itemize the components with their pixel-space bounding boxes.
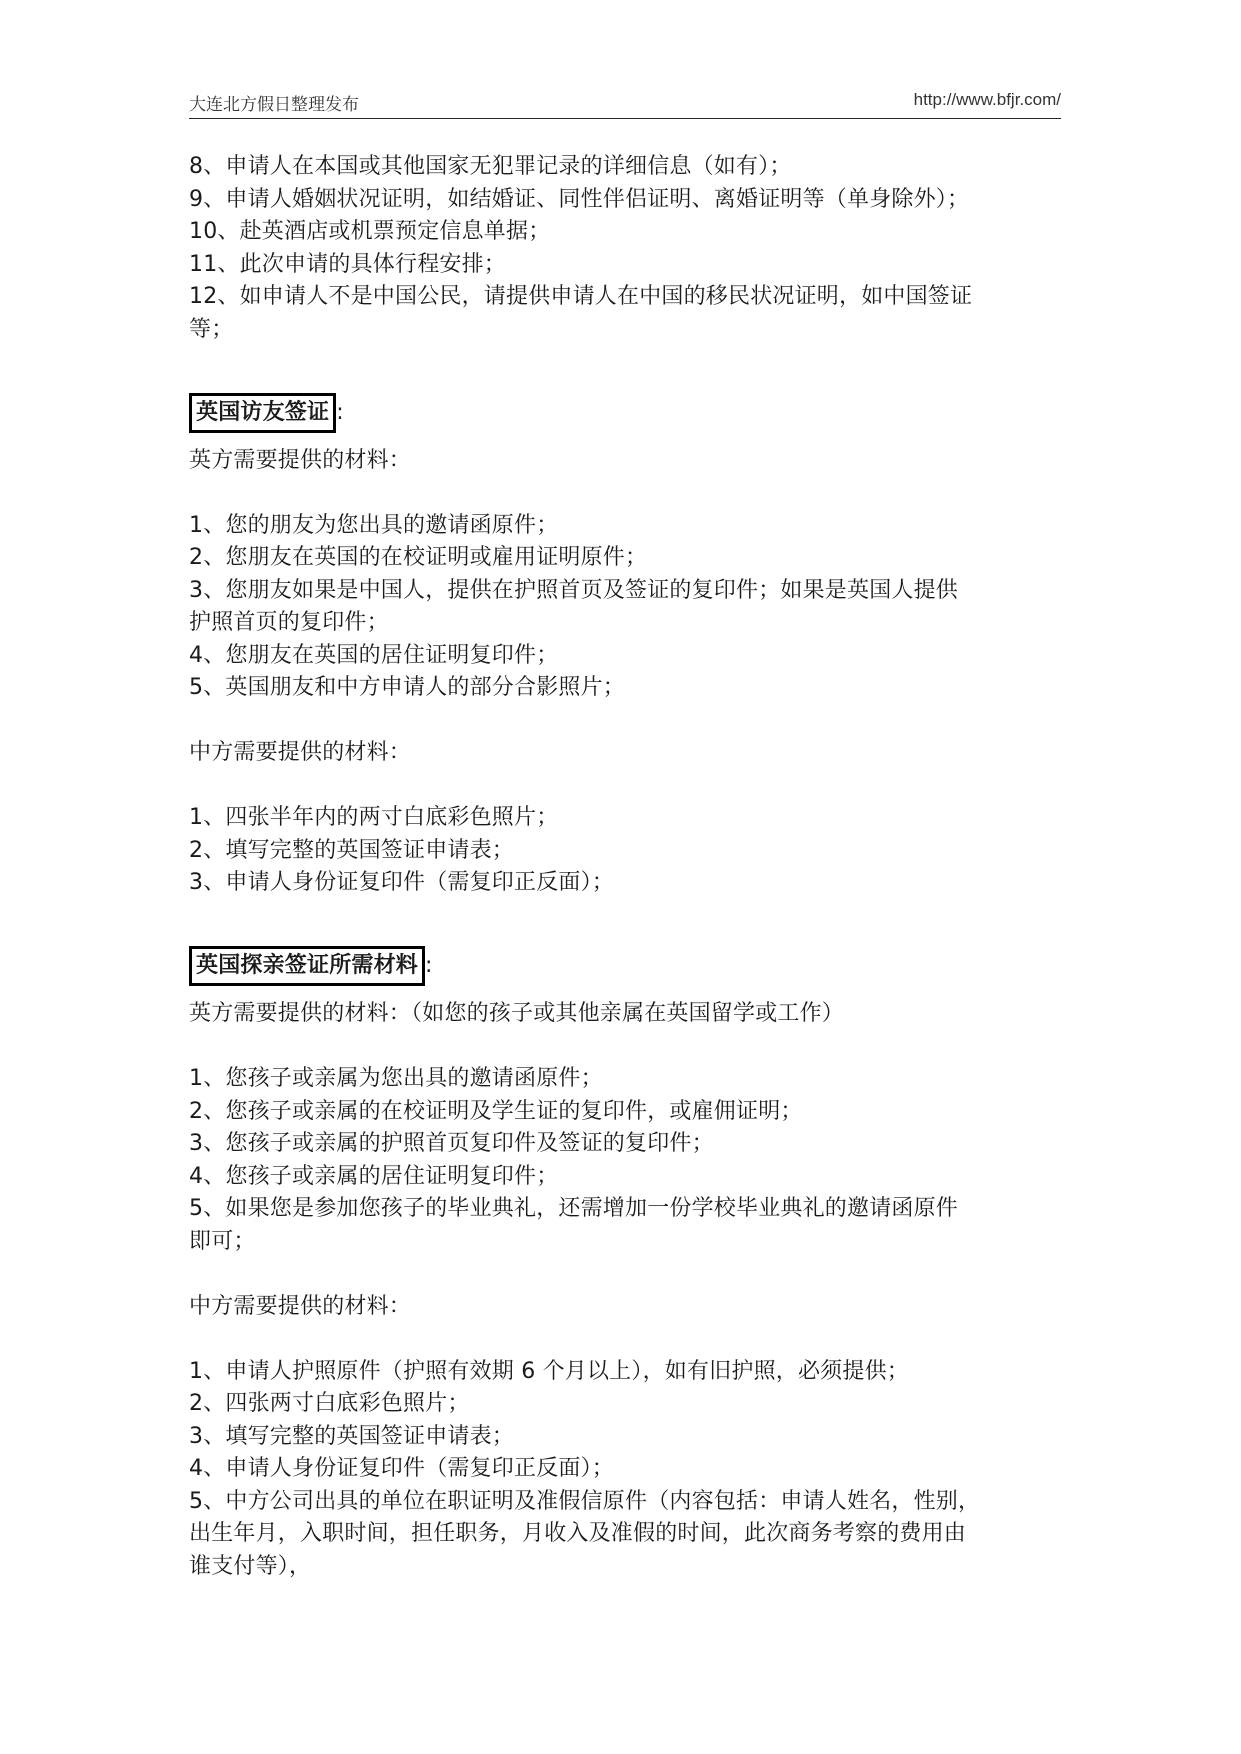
list-item: 3、您朋友如果是中国人，提供在护照首页及签证的复印件；如果是英国人提供 — [189, 577, 958, 603]
list-item: 即可； — [189, 1228, 256, 1254]
page-header — [189, 88, 1061, 119]
list-item: 谁支付等）， — [189, 1553, 312, 1579]
list-item: 2、您孩子或亲属的在校证明及学生证的复印件，或雇佣证明； — [189, 1098, 803, 1124]
heading-colon: : — [425, 953, 433, 978]
list-item: 出生年月，入职时间，担任职务，月收入及准假的时间，此次商务考察的费用由 — [189, 1521, 967, 1546]
list-item: 1、四张半年内的两寸白底彩色照片； — [189, 805, 559, 830]
list-item: 护照首页的复印件； — [189, 610, 389, 635]
cn-materials-label: 中方需要提供的材料： — [189, 740, 412, 765]
list-item: 1、您孩子或亲属为您出具的邀请函原件； — [189, 1066, 603, 1091]
list-item: 5、如果您是参加您孩子的毕业典礼，还需增加一份学校毕业典礼的邀请函原件 — [189, 1196, 958, 1221]
uk-materials-label: 英方需要提供的材料：（如您的孩子或其他亲属在英国留学或工作） — [189, 1001, 845, 1026]
list-item: 9、申请人婚姻状况证明，如结婚证、同性伴侣证明、离婚证明等（单身除外）； — [189, 186, 970, 212]
heading-colon: : — [336, 399, 344, 425]
list-item: 12、如申请人不是中国公民，请提供申请人在中国的移民状况证明，如中国签证 — [189, 284, 973, 309]
list-item: 3、您孩子或亲属的护照首页复印件及签证的复印件； — [189, 1131, 714, 1156]
section-title: 英国访友签证 — [189, 393, 336, 433]
section-heading-visit-family — [189, 946, 1069, 990]
list-item: 2、四张两寸白底彩色照片； — [189, 1391, 470, 1416]
list-previous — [189, 151, 1069, 346]
cn-materials-label: 中方需要提供的材料： — [189, 1293, 412, 1319]
uk-materials-label: 英方需要提供的材料： — [189, 447, 412, 473]
list-item: 3、申请人身份证复印件（需复印正反面）； — [189, 870, 614, 895]
list-item: 4、您朋友在英国的居住证明复印件； — [189, 642, 559, 668]
list-item: 4、申请人身份证复印件（需复印正反面）； — [189, 1456, 614, 1481]
header-publisher: 大连北方假日整理发布 — [189, 95, 359, 115]
list-item: 5、中方公司出具的单位在职证明及准假信原件（内容包括：申请人姓名，性别， — [189, 1488, 981, 1514]
list-item: 8、申请人在本国或其他国家无犯罪记录的详细信息（如有）； — [189, 154, 792, 179]
section-heading-visit-friends — [189, 393, 1069, 437]
header-url: http://www.bfjr.com/ — [913, 90, 1061, 109]
document-body — [189, 151, 1069, 1583]
section-title: 英国探亲签证所需材料 — [189, 946, 425, 986]
list-item: 2、填写完整的英国签证申请表； — [189, 837, 514, 863]
list-item: 1、您的朋友为您出具的邀请函原件； — [189, 512, 559, 538]
list-item: 10、赴英酒店或机票预定信息单据； — [189, 219, 551, 244]
list-item: 等； — [189, 316, 234, 342]
list-item: 5、英国朋友和中方申请人的部分合影照片； — [189, 675, 625, 700]
list-item: 11、此次申请的具体行程安排； — [189, 251, 506, 277]
list-item: 4、您孩子或亲属的居住证明复印件； — [189, 1163, 559, 1189]
list-item: 2、您朋友在英国的在校证明或雇用证明原件； — [189, 545, 648, 570]
list-item: 3、填写完整的英国签证申请表； — [189, 1423, 514, 1449]
list-item: 1、申请人护照原件（护照有效期 6 个月以上），如有旧护照，必须提供； — [189, 1358, 909, 1384]
